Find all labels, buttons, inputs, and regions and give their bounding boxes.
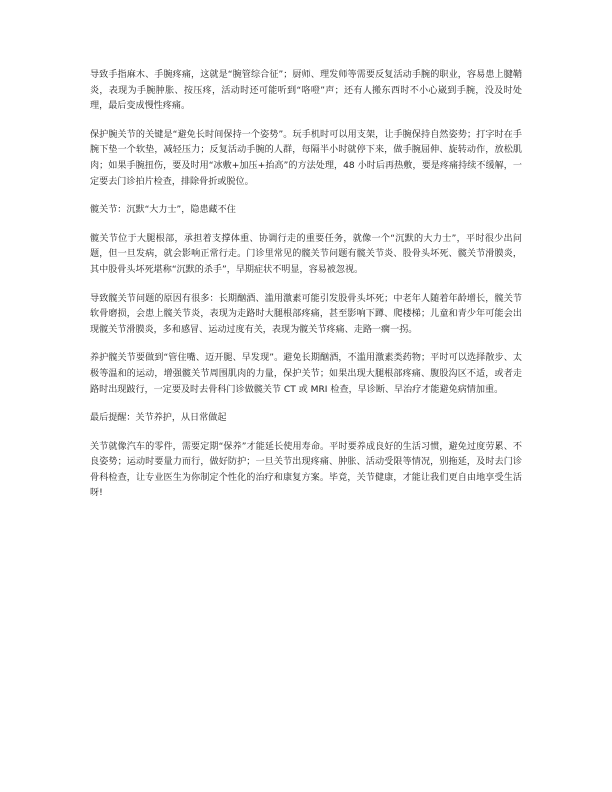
hip-care-paragraph: 养护髋关节要做到“管住嘴、迈开腿、早发现”。避免长期酗酒，不滥用激素类药物；平时可以选择散步、太极等温和的运动，增强髋关节周围肌肉的力量，保护关节；如果出现大腿根部疼痛、腹股沟区不适，或者走路时出现跛行，一定要及时去骨科门诊做髋关节 CT 或 MRI 检查，早诊断、早治疗才能避免病情加重。 [90, 353, 522, 395]
document-page [90, 68, 522, 515]
hip-causes-paragraph: 导致髋关节问题的原因有很多：长期酗酒、滥用激素可能引发股骨头坏死；中老年人随着年龄增长，髋关节软骨磨损，会患上髋关节炎，表现为走路时大腿根部疼痛，甚至影响下蹲、爬楼梯；儿童和青少年可能会出现髋关节滑膜炎，多和感冒、运动过度有关，表现为髋关节疼痛、走路一瘸一拐。 [90, 293, 522, 335]
final-reminder-paragraph: 关节就像汽车的零件，需要定期“保养”才能延长使用寿命。平时要养成良好的生活习惯，避免过度劳累、不良姿势；运动时要量力而行，做好防护；一旦关节出现疼痛、肿胀、活动受限等情况，别拖延，及时去门诊骨科检查，让专业医生为你制定个性化的治疗和康复方案。毕竟，关节健康，才能让我们更自由地享受生活呀! [90, 441, 522, 499]
hip-intro-paragraph: 髋关节位于大腿根部，承担着支撑体重、协调行走的重要任务，就像一个“沉默的大力士”，平时很少出问题，但一旦发病，就会影响正常行走。门诊里常见的髋关节问题有髋关节炎、股骨头坏死、髋关节滑膜炎，其中股骨头坏死堪称“沉默的杀手”，早期症状不明显，容易被忽视。 [90, 233, 522, 275]
wrist-problems-paragraph: 导致手指麻木、手腕疼痛，这就是“腕管综合征”；厨师、理发师等需要反复活动手腕的职业，容易患上腱鞘炎，表现为手腕肿胀、按压疼，活动时还可能听到“咯噔”声；还有人搬东西时不小心崴到手腕，没及时处理，最后变成慢性疼痛。 [90, 70, 522, 112]
wrist-protection-paragraph: 保护腕关节的关键是“避免长时间保持一个姿势”。玩手机时可以用支架，让手腕保持自然姿势；打字时在手腕下垫一个软垫，减轻压力；反复活动手腕的人群，每隔半小时就停下来，做手腕屈伸、旋转动作，放松肌肉；如果手腕扭伤，要及时用“冰敷+加压+抬高”的方法处理，48 小时后再热敷，要是疼痛持续不缓解，一定要去门诊拍片检查，排除骨折或脱位。 [90, 129, 522, 187]
hip-section-heading: 髋关节：沉默“大力士”，隐患藏不住 [90, 205, 236, 216]
final-reminder-heading: 最后提醒：关节养护，从日常做起 [90, 413, 227, 424]
